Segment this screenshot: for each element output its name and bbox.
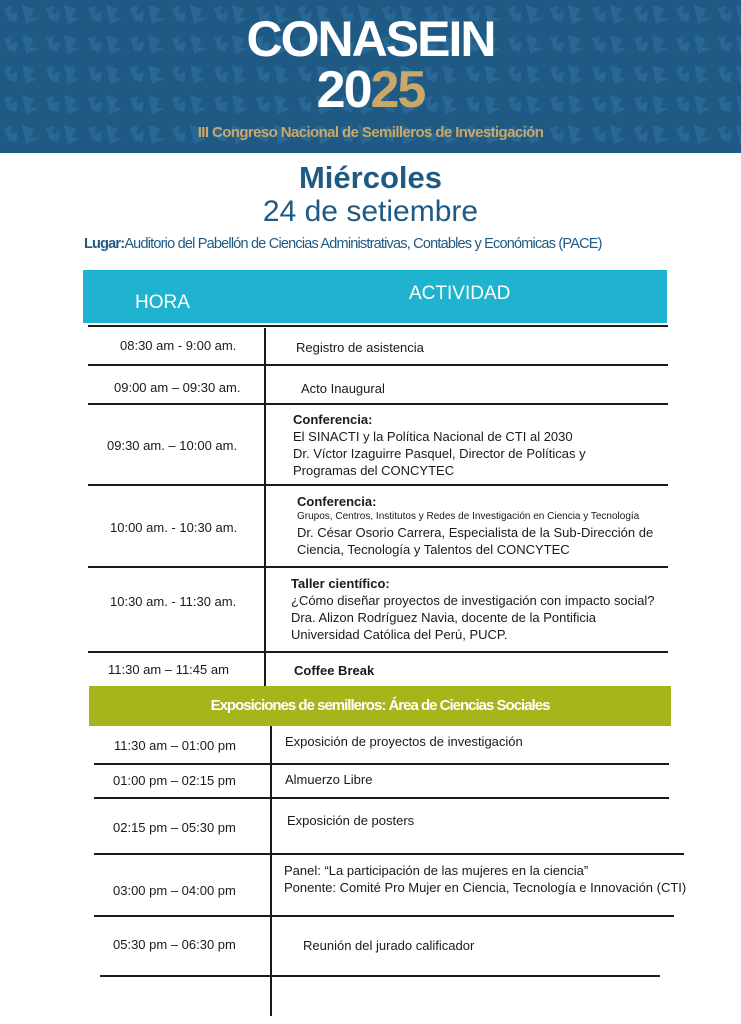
row-divider <box>94 797 669 799</box>
row-time: 03:00 pm – 04:00 pm <box>113 883 236 898</box>
row-divider <box>94 915 674 917</box>
row-time: 11:30 am – 01:00 pm <box>114 738 236 753</box>
row-activity: Exposición de proyectos de investigación <box>285 734 523 749</box>
row-time: 05:30 pm – 06:30 pm <box>113 937 236 952</box>
column-divider-top <box>264 328 266 686</box>
row-activity <box>284 862 686 896</box>
table-header <box>83 270 667 323</box>
activity-line: ¿Cómo diseñar proyectos de investigación con impacto social? <box>291 593 655 608</box>
brand-year <box>0 62 741 118</box>
row-time: 02:15 pm – 05:30 pm <box>113 820 236 835</box>
row-activity <box>291 575 654 643</box>
header-banner <box>0 0 741 153</box>
column-header-hora: HORA <box>135 292 190 313</box>
activity-title: Conferencia: <box>293 412 373 427</box>
row-activity: Almuerzo Libre <box>285 772 373 787</box>
activity-line: Programas del CONCYTEC <box>293 463 455 478</box>
row-activity: Reunión del jurado calificador <box>303 938 475 953</box>
activity-subtitle: Grupos, Centros, Institutos y Redes de Investigación en Ciencia y Tecnología <box>297 511 640 522</box>
section-banner: Exposiciones de semilleros: Área de Ciencias Sociales <box>89 686 671 726</box>
activity-line: Dr. Víctor Izaguirre Pasquel, Director de Políticas y <box>293 446 586 461</box>
row-time: 10:00 am. - 10:30 am. <box>110 520 238 535</box>
row-activity: Registro de asistencia <box>296 340 424 355</box>
row-time: 11:30 am – 11:45 am <box>108 662 229 677</box>
row-activity <box>297 493 653 558</box>
row-divider <box>94 763 669 765</box>
activity-line: Universidad Católica del Perú, PUCP. <box>291 627 508 642</box>
activity-line: Dr. César Osorio Carrera, Especialista de la Sub-Dirección de <box>297 525 654 540</box>
row-divider <box>88 566 668 568</box>
activity-line: Dra. Alizon Rodríguez Navia, docente de la Pontificia <box>291 610 596 625</box>
row-divider <box>88 651 668 653</box>
congress-subtitle: III Congreso Nacional de Semilleros de Investigación <box>197 124 544 141</box>
row-time: 09:30 am. – 10:00 am. <box>107 438 238 453</box>
row-time: 08:30 am - 9:00 am. <box>120 338 237 353</box>
row-time: 10:30 am. - 11:30 am. <box>110 594 237 609</box>
row-divider <box>100 975 660 977</box>
row-activity: Exposición de posters <box>287 813 415 828</box>
brand-title: CONASEIN <box>246 11 495 67</box>
row-time: 09:00 am – 09:30 am. <box>114 380 241 395</box>
activity-line: Ponente: Comité Pro Mujer en Ciencia, Tecnología e Innovación (CTI) <box>284 880 687 895</box>
row-activity: Acto Inaugural <box>301 381 385 396</box>
row-divider <box>88 403 668 405</box>
date-title: 24 de setiembre <box>262 195 479 228</box>
row-divider <box>88 484 668 486</box>
row-divider <box>88 325 668 327</box>
row-activity: Coffee Break <box>294 663 375 678</box>
activity-line: Panel: “La participación de las mujeres en la ciencia” <box>284 863 589 878</box>
venue <box>84 236 602 252</box>
activity-title: Taller científico: <box>291 576 390 591</box>
row-divider <box>94 853 684 855</box>
venue-text: Auditorio del Pabellón de Ciencias Administrativas, Contables y Económicas (PACE) <box>124 236 602 252</box>
row-activity <box>293 411 586 479</box>
row-time: 01:00 pm – 02:15 pm <box>113 773 236 788</box>
activity-line: Ciencia, Tecnología y Talentos del CONCYTEC <box>297 542 570 557</box>
column-header-actividad: ACTIVIDAD <box>409 283 511 304</box>
year-part-1: 20 <box>316 61 371 119</box>
activity-title: Conferencia: <box>297 494 377 509</box>
column-divider-bottom <box>270 726 272 1016</box>
venue-label: Lugar: <box>84 236 125 252</box>
day-title: Miércoles <box>298 160 442 195</box>
row-divider <box>88 364 668 366</box>
year-part-2: 25 <box>370 61 425 119</box>
activity-line: El SINACTI y la Política Nacional de CTI al 2030 <box>293 429 573 444</box>
